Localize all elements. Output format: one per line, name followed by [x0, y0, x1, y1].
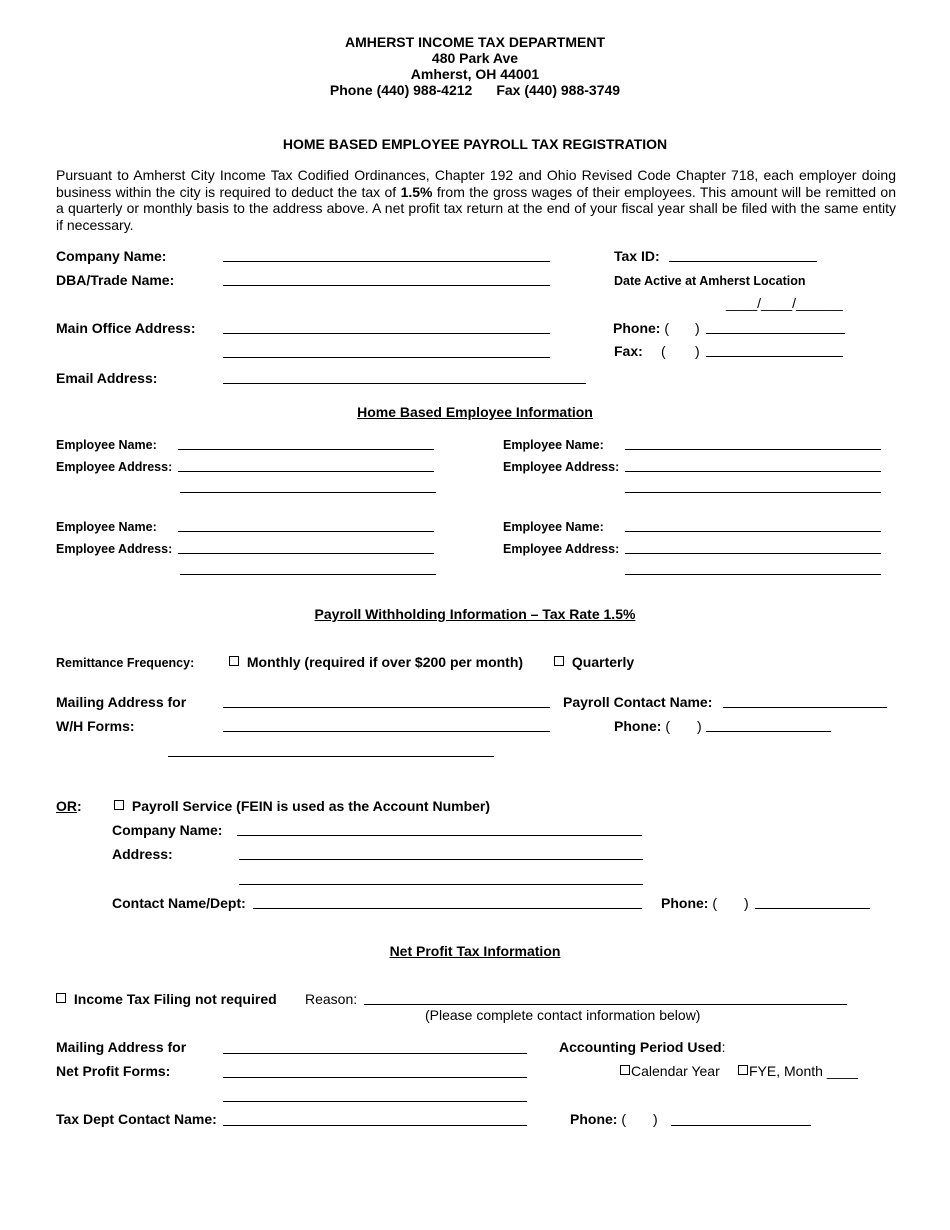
- accounting-period-colon: :: [721, 1039, 726, 1055]
- company-phone-text: Phone:: [613, 320, 661, 336]
- accounting-period-text: Accounting Period Used: [559, 1039, 722, 1055]
- form-title: HOME BASED EMPLOYEE PAYROLL TAX REGISTRATION: [282, 136, 668, 152]
- not-required-checkbox[interactable]: [56, 993, 66, 1003]
- employee-4-address-field-2[interactable]: [625, 574, 881, 575]
- wh-mailing-field-3[interactable]: [168, 756, 494, 757]
- service-phone-text: Phone:: [661, 895, 709, 911]
- wh-mailing-field-2[interactable]: [223, 731, 550, 732]
- np-forms-label: Net Profit Forms:: [56, 1063, 171, 1079]
- net-profit-heading: Net Profit Tax Information: [389, 943, 561, 959]
- payroll-phone-label: [614, 718, 670, 734]
- payroll-service-label: Payroll Service (FEIN is used as the Account Number): [131, 798, 491, 814]
- intro-text-1: Pursuant to Amherst City Income Tax Codified Ordinances, Chapter 192 and Ohio Revised Code Chapter 718, each employer doing business within the city is required to deduct the tax of: [56, 167, 896, 200]
- employee-2-name-field[interactable]: [625, 449, 881, 450]
- service-address-field-1[interactable]: [239, 859, 643, 860]
- email-label: Email Address:: [56, 370, 158, 386]
- or-label: [56, 798, 82, 814]
- dept-phone: Phone (440) 988-4212: [329, 82, 473, 98]
- company-phone-paren-open: (: [664, 320, 670, 336]
- company-fax-label: Fax:: [614, 343, 643, 359]
- intro-paragraph: [56, 167, 896, 233]
- employee-2-address-label: Employee Address:: [503, 460, 620, 474]
- payroll-contact-label: Payroll Contact Name:: [563, 694, 713, 710]
- company-phone-paren-close: ): [695, 320, 700, 336]
- company-phone-label: [613, 320, 669, 336]
- np-mailing-field-3[interactable]: [223, 1101, 527, 1102]
- wh-mailing-label: Mailing Address for: [56, 694, 187, 710]
- quarterly-label: Quarterly: [571, 654, 635, 670]
- calendar-year-label: Calendar Year: [631, 1063, 720, 1079]
- date-active-label: Date Active at Amherst Location: [614, 274, 806, 288]
- tax-id-label: Tax ID:: [614, 248, 660, 264]
- dept-name: AMHERST INCOME TAX DEPARTMENT: [344, 34, 606, 50]
- dept-fax: Fax (440) 988-3749: [496, 82, 621, 98]
- tax-dept-contact-label: Tax Dept Contact Name:: [56, 1111, 217, 1127]
- monthly-checkbox[interactable]: [229, 656, 239, 666]
- main-office-field-2[interactable]: [223, 357, 550, 358]
- np-mailing-label: Mailing Address for: [56, 1039, 187, 1055]
- employee-4-address-field-1[interactable]: [625, 553, 881, 554]
- service-company-field[interactable]: [237, 835, 642, 836]
- employee-1-address-field-2[interactable]: [180, 492, 436, 493]
- employee-4-address-label: Employee Address:: [503, 542, 620, 556]
- payroll-phone-paren-close: ): [697, 718, 702, 734]
- service-phone-field[interactable]: [755, 908, 870, 909]
- reason-label: Reason:: [305, 991, 358, 1007]
- dba-label: DBA/Trade Name:: [56, 272, 175, 288]
- employee-3-address-label: Employee Address:: [56, 542, 173, 556]
- np-phone-paren-open: (: [621, 1111, 627, 1127]
- company-fax-paren-open: (: [661, 343, 666, 359]
- fye-option[interactable]: [738, 1063, 858, 1079]
- np-phone-label: [570, 1111, 626, 1127]
- email-field[interactable]: [223, 383, 586, 384]
- wh-forms-label: W/H Forms:: [56, 718, 135, 734]
- employee-2-address-field-2[interactable]: [625, 492, 881, 493]
- monthly-option[interactable]: [229, 654, 523, 670]
- service-company-label: Company Name:: [112, 822, 223, 838]
- tax-dept-contact-field[interactable]: [223, 1125, 527, 1126]
- np-mailing-field-2[interactable]: [223, 1077, 527, 1078]
- employee-section-heading: Home Based Employee Information: [357, 404, 593, 420]
- intro-rate: 1.5%: [400, 183, 433, 200]
- employee-3-name-field[interactable]: [178, 531, 434, 532]
- fye-month-field[interactable]: ____: [826, 1063, 858, 1079]
- quarterly-option[interactable]: [554, 654, 634, 670]
- employee-1-name-label: Employee Name:: [56, 438, 157, 452]
- not-required-option[interactable]: [56, 991, 277, 1007]
- contact-note: (Please complete contact information below): [425, 1007, 701, 1023]
- not-required-label: Income Tax Filing not required: [73, 991, 277, 1007]
- payroll-phone-text: Phone:: [614, 718, 662, 734]
- np-mailing-field-1[interactable]: [223, 1053, 527, 1054]
- calendar-year-option[interactable]: [620, 1063, 720, 1079]
- main-office-label: Main Office Address:: [56, 320, 196, 336]
- quarterly-checkbox[interactable]: [554, 656, 564, 666]
- service-contact-label: Contact Name/Dept:: [112, 895, 246, 911]
- reason-field[interactable]: [364, 1004, 847, 1005]
- fye-checkbox[interactable]: [738, 1065, 748, 1075]
- main-office-field-1[interactable]: [223, 333, 550, 334]
- service-address-label: Address:: [112, 846, 173, 862]
- np-phone-field[interactable]: [671, 1125, 811, 1126]
- employee-2-address-field-1[interactable]: [625, 471, 881, 472]
- fye-label: FYE, Month: [749, 1063, 823, 1079]
- employee-3-name-label: Employee Name:: [56, 520, 157, 534]
- payroll-phone-paren-open: (: [665, 718, 671, 734]
- company-fax-field[interactable]: [706, 356, 843, 357]
- payroll-section-heading: Payroll Withholding Information – Tax Rate 1.5%: [314, 606, 636, 622]
- employee-4-name-field[interactable]: [625, 531, 881, 532]
- employee-2-name-label: Employee Name:: [503, 438, 604, 452]
- np-phone-text: Phone:: [570, 1111, 618, 1127]
- payroll-service-option[interactable]: [114, 798, 490, 814]
- company-name-field[interactable]: [223, 261, 550, 262]
- calendar-year-checkbox[interactable]: [620, 1065, 630, 1075]
- company-phone-field[interactable]: [706, 333, 845, 334]
- company-name-label: Company Name:: [56, 248, 167, 264]
- dept-city: Amherst, OH 44001: [410, 66, 540, 82]
- dept-street: 480 Park Ave: [431, 50, 519, 66]
- date-active-field[interactable]: ____/____/______: [726, 295, 843, 311]
- payroll-service-checkbox[interactable]: [114, 800, 124, 810]
- payroll-phone-field[interactable]: [706, 731, 831, 732]
- employee-4-name-label: Employee Name:: [503, 520, 604, 534]
- or-colon: :: [77, 798, 82, 814]
- or-text: OR: [56, 798, 77, 814]
- np-phone-paren-close: ): [653, 1111, 658, 1127]
- remittance-label: Remittance Frequency:: [56, 656, 195, 670]
- accounting-period-label: [559, 1039, 725, 1055]
- service-address-field-2[interactable]: [239, 884, 643, 885]
- service-phone-label: [661, 895, 717, 911]
- employee-1-address-label: Employee Address:: [56, 460, 173, 474]
- service-contact-field[interactable]: [253, 908, 642, 909]
- employee-3-address-field-1[interactable]: [178, 553, 434, 554]
- service-phone-paren-open: (: [712, 895, 718, 911]
- payroll-contact-field[interactable]: [723, 707, 887, 708]
- dba-field[interactable]: [223, 285, 550, 286]
- employee-3-address-field-2[interactable]: [180, 574, 436, 575]
- intro-text-2: from the gross wages of their employees. This amount will be remitted on a quarterly or monthly basis to the address above. A net profit tax return at the end of your fiscal year shall be filed with the same entity if necessary.: [56, 183, 896, 233]
- service-phone-paren-close: ): [744, 895, 749, 911]
- monthly-label: Monthly (required if over $200 per month): [246, 654, 524, 670]
- employee-1-name-field[interactable]: [178, 449, 434, 450]
- wh-mailing-field-1[interactable]: [223, 707, 550, 708]
- tax-id-field[interactable]: [669, 261, 817, 262]
- employee-1-address-field-1[interactable]: [178, 471, 434, 472]
- company-fax-paren-close: ): [695, 343, 700, 359]
- dept-contact-line: [0, 82, 950, 98]
